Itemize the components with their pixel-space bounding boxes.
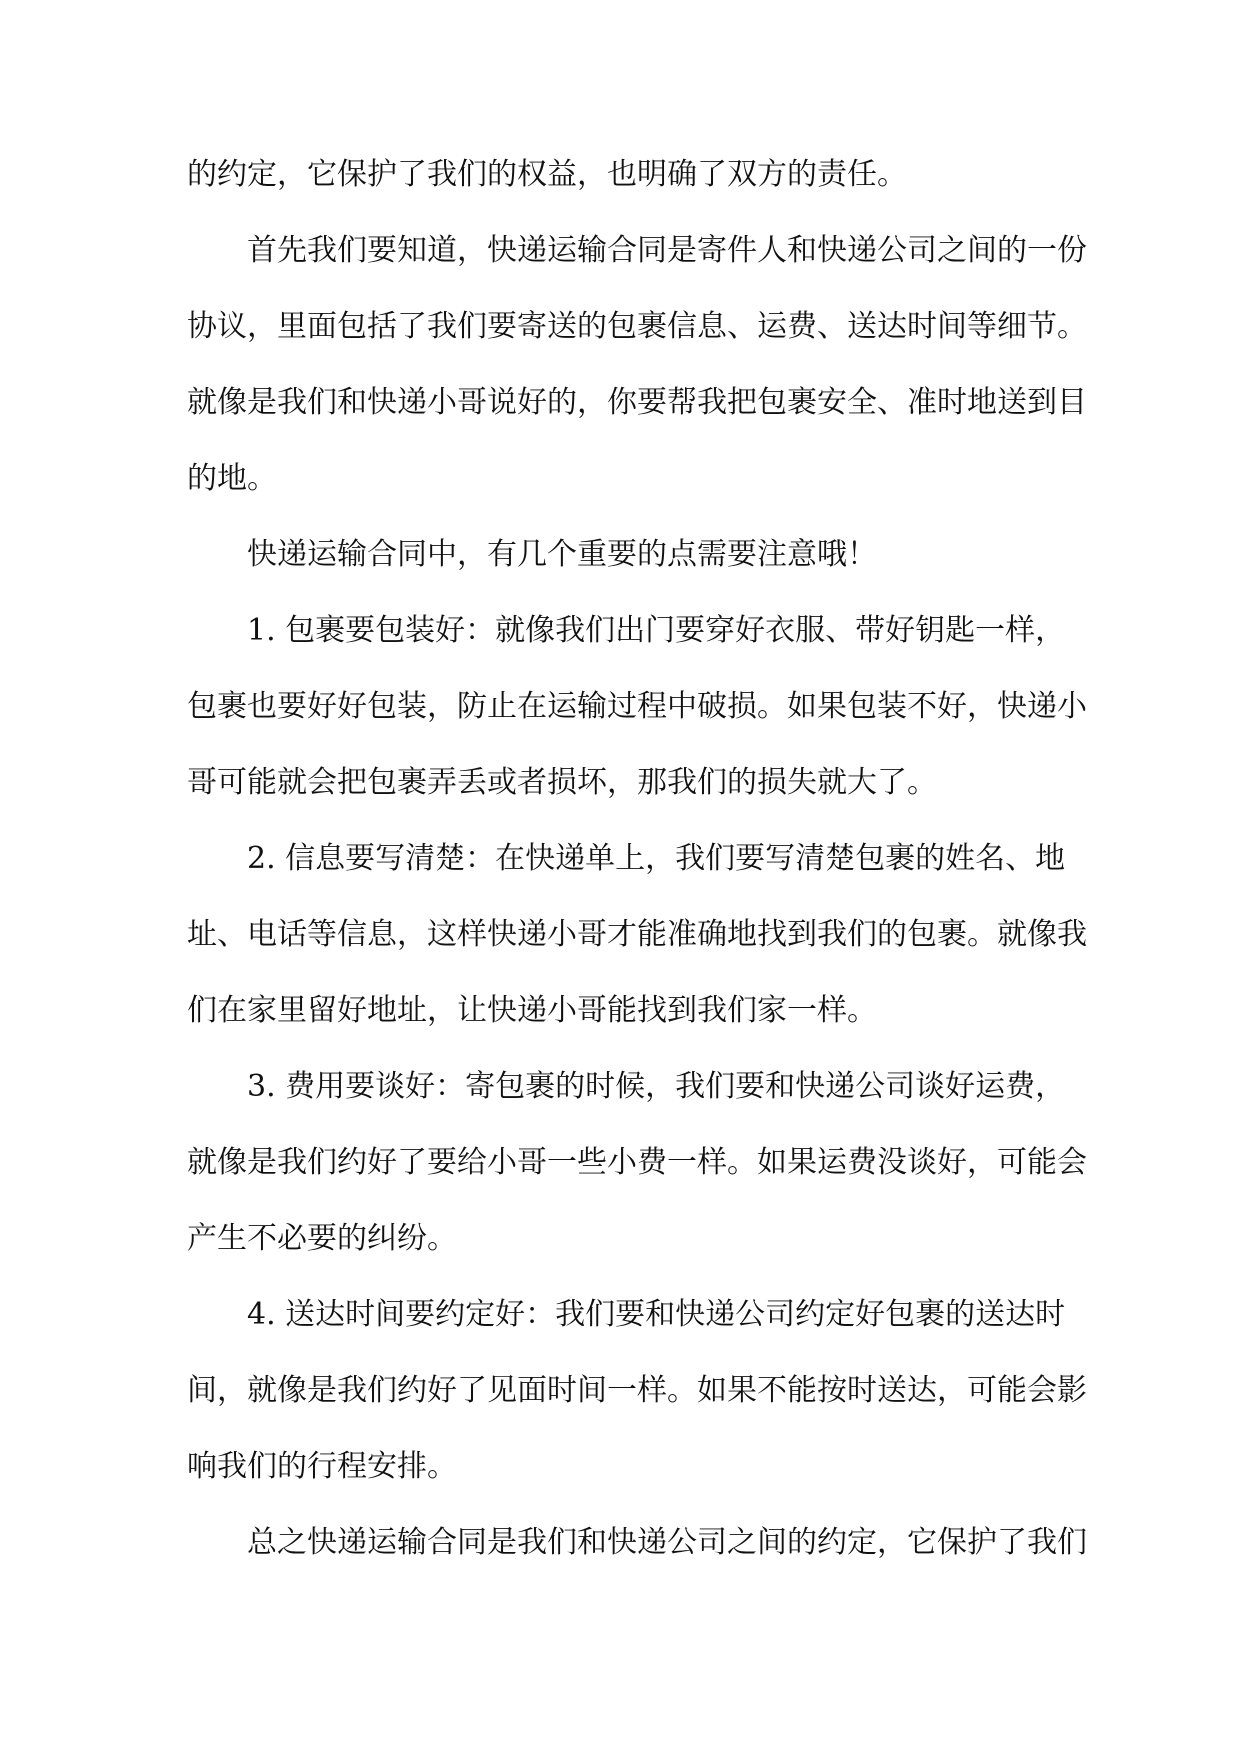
text-line: 址、电话等信息，这样快递小哥才能准确地找到我们的包裹。就像我 — [187, 917, 1087, 952]
text-line: 的约定，它保护了我们的权益，也明确了双方的责任。 — [187, 157, 907, 192]
text-line: 就像是我们和快递小哥说好的，你要帮我把包裹安全、准时地送到目 — [187, 385, 1087, 420]
text-line: 包裹也要好好包装，防止在运输过程中破损。如果包装不好，快递小 — [187, 689, 1087, 724]
text-line: 响我们的行程安排。 — [187, 1449, 457, 1484]
text-line: 的地。 — [187, 461, 277, 496]
list-item-first-line: 1. 包裹要包装好：就像我们出门要穿好衣服、带好钥匙一样， — [247, 613, 1066, 648]
text-line: 哥可能就会把包裹弄丢或者损坏，那我们的损失就大了。 — [187, 765, 937, 800]
text-line: 们在家里留好地址，让快递小哥能找到我们家一样。 — [187, 993, 877, 1028]
list-item-first-line: 2. 信息要写清楚：在快递单上，我们要写清楚包裹的姓名、地 — [247, 841, 1066, 876]
text-line: 产生不必要的纠纷。 — [187, 1221, 457, 1256]
list-item-first-line: 3. 费用要谈好：寄包裹的时候，我们要和快递公司谈好运费， — [247, 1069, 1066, 1104]
list-item-first-line: 4. 送达时间要约定好：我们要和快递公司约定好包裹的送达时 — [247, 1297, 1066, 1332]
text-line: 间，就像是我们约好了见面时间一样。如果不能按时送达，可能会影 — [187, 1373, 1087, 1408]
paragraph-first-line: 快递运输合同中，有几个重要的点需要注意哦！ — [247, 537, 877, 572]
text-line: 就像是我们约好了要给小哥一些小费一样。如果运费没谈好，可能会 — [187, 1145, 1087, 1180]
paragraph-first-line: 首先我们要知道，快递运输合同是寄件人和快递公司之间的一份 — [247, 233, 1087, 268]
text-line: 协议，里面包括了我们要寄送的包裹信息、运费、送达时间等细节。 — [187, 309, 1087, 344]
paragraph-first-line: 总之快递运输合同是我们和快递公司之间的约定，它保护了我们 — [247, 1525, 1087, 1560]
